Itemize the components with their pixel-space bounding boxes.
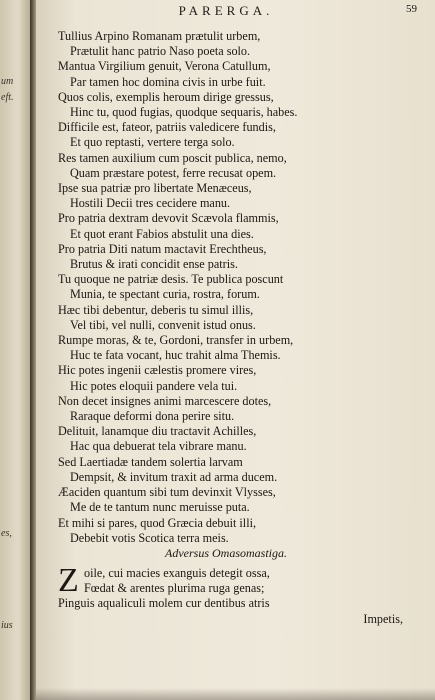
verse-line: Hæc tibi debentur, deberis tu simul illis, (58, 302, 254, 317)
verse-line: Dempsit, & invitum traxit ad arma ducem. (70, 469, 278, 484)
verse-line: Fœdat & arentes plurima ruga genas; (84, 581, 265, 596)
verse-line: Sed Laertiadæ tandem solertia larvam (58, 454, 243, 469)
section-title: Adversus Omasomastiga. (165, 546, 287, 560)
verse-line: Me de te tantum nunc meruisse puta. (70, 500, 250, 515)
verse-line: Prætulit hanc patrio Naso poeta solo. (70, 44, 251, 59)
verse-line: Raraque deformi dona perire situ. (70, 409, 235, 424)
running-head: PARERGA. (178, 3, 274, 18)
verse-line: Æaciden quantum sibi tum devinxit Vlysses, (58, 485, 276, 500)
margin-fragment: eft. (1, 92, 14, 103)
verse-line: Hic potes ingenii cælestis promere vires, (58, 363, 257, 378)
margin-fragment: ius (1, 620, 13, 631)
verse-line: Hostili Decii tres cecidere manu. (70, 196, 231, 211)
margin-fragment: um (1, 76, 14, 87)
verse-line: Mantua Virgilium genuit, Verona Catullum, (58, 59, 271, 74)
verse-line: Quos colis, exemplis heroum dirige gressus, (58, 89, 274, 104)
verse-line: Hinc tu, quod fugias, quodque sequaris, habes. (70, 105, 298, 120)
epigram-block (58, 562, 403, 627)
verse-line: Pro patria dextram devovit Scævola flammis, (58, 211, 279, 226)
verse-line: Hic potes eloquii pandere vela tui. (70, 378, 238, 393)
verse-line: Tu quoque ne patriæ desis. Te publica poscunt (58, 272, 284, 287)
verse-line: Et quo reptasti, vertere terga solo. (70, 135, 235, 150)
verse-line: Rumpe moras, & te, Gordoni, transfer in urbem, (58, 333, 294, 348)
verse-line: Et quot erant Fabios abstulit una dies. (70, 226, 254, 241)
verse-line: Quam præstare potest, ferre recusat opem. (70, 165, 277, 180)
verse-line: Ipse sua patriæ pro libertate Menæceus, (58, 181, 252, 196)
verse-line: Debebit votis Scotica terra meis. (70, 530, 229, 545)
verse-line: Et mihi si pares, quod Græcia debuit illi, (58, 515, 257, 530)
verse-line: Munia, te spectant curia, rostra, forum. (70, 287, 260, 302)
verse-line: Pro patria Diti natum mactavit Erechtheus, (58, 241, 267, 256)
verse-line: Vel tibi, vel nulli, convenit istud onus. (70, 317, 256, 332)
book-page (36, 0, 435, 700)
verse-line: Brutus & irati concidit ense patris. (70, 257, 238, 272)
verse-line: Hac qua debuerat tela vibrare manu. (70, 439, 247, 454)
page-number: 59 (406, 3, 417, 15)
verse-line: Impetis, (363, 611, 403, 626)
verse-line: Pinguis aqualiculi molem cur dentibus atris (58, 596, 270, 611)
verse-line: Huc te fata vocant, huc trahit alma Themis. (70, 348, 281, 363)
margin-fragment: es, (1, 528, 12, 539)
verse-line: Res tamen auxilium cum poscit publica, nemo, (58, 150, 287, 165)
adjacent-page-edge (0, 0, 30, 700)
verse-line: Tullius Arpino Romanam prætulit urbem, (58, 29, 261, 43)
verse-line: Delituit, lanamque diu tractavit Achilles, (58, 424, 257, 439)
verse-line: Non decet insignes animi marcescere dotes, (58, 393, 272, 408)
verse-line: oile, cui macies exanguis detegit ossa, (84, 566, 270, 580)
verse-line: Par tamen hoc domina civis in urbe fuit. (70, 74, 266, 89)
verse-block (58, 29, 403, 546)
page-shadow (36, 688, 435, 700)
verse-line: Difficile est, fateor, patriis valedicere fundis, (58, 120, 276, 135)
drop-cap: Z (58, 562, 79, 599)
